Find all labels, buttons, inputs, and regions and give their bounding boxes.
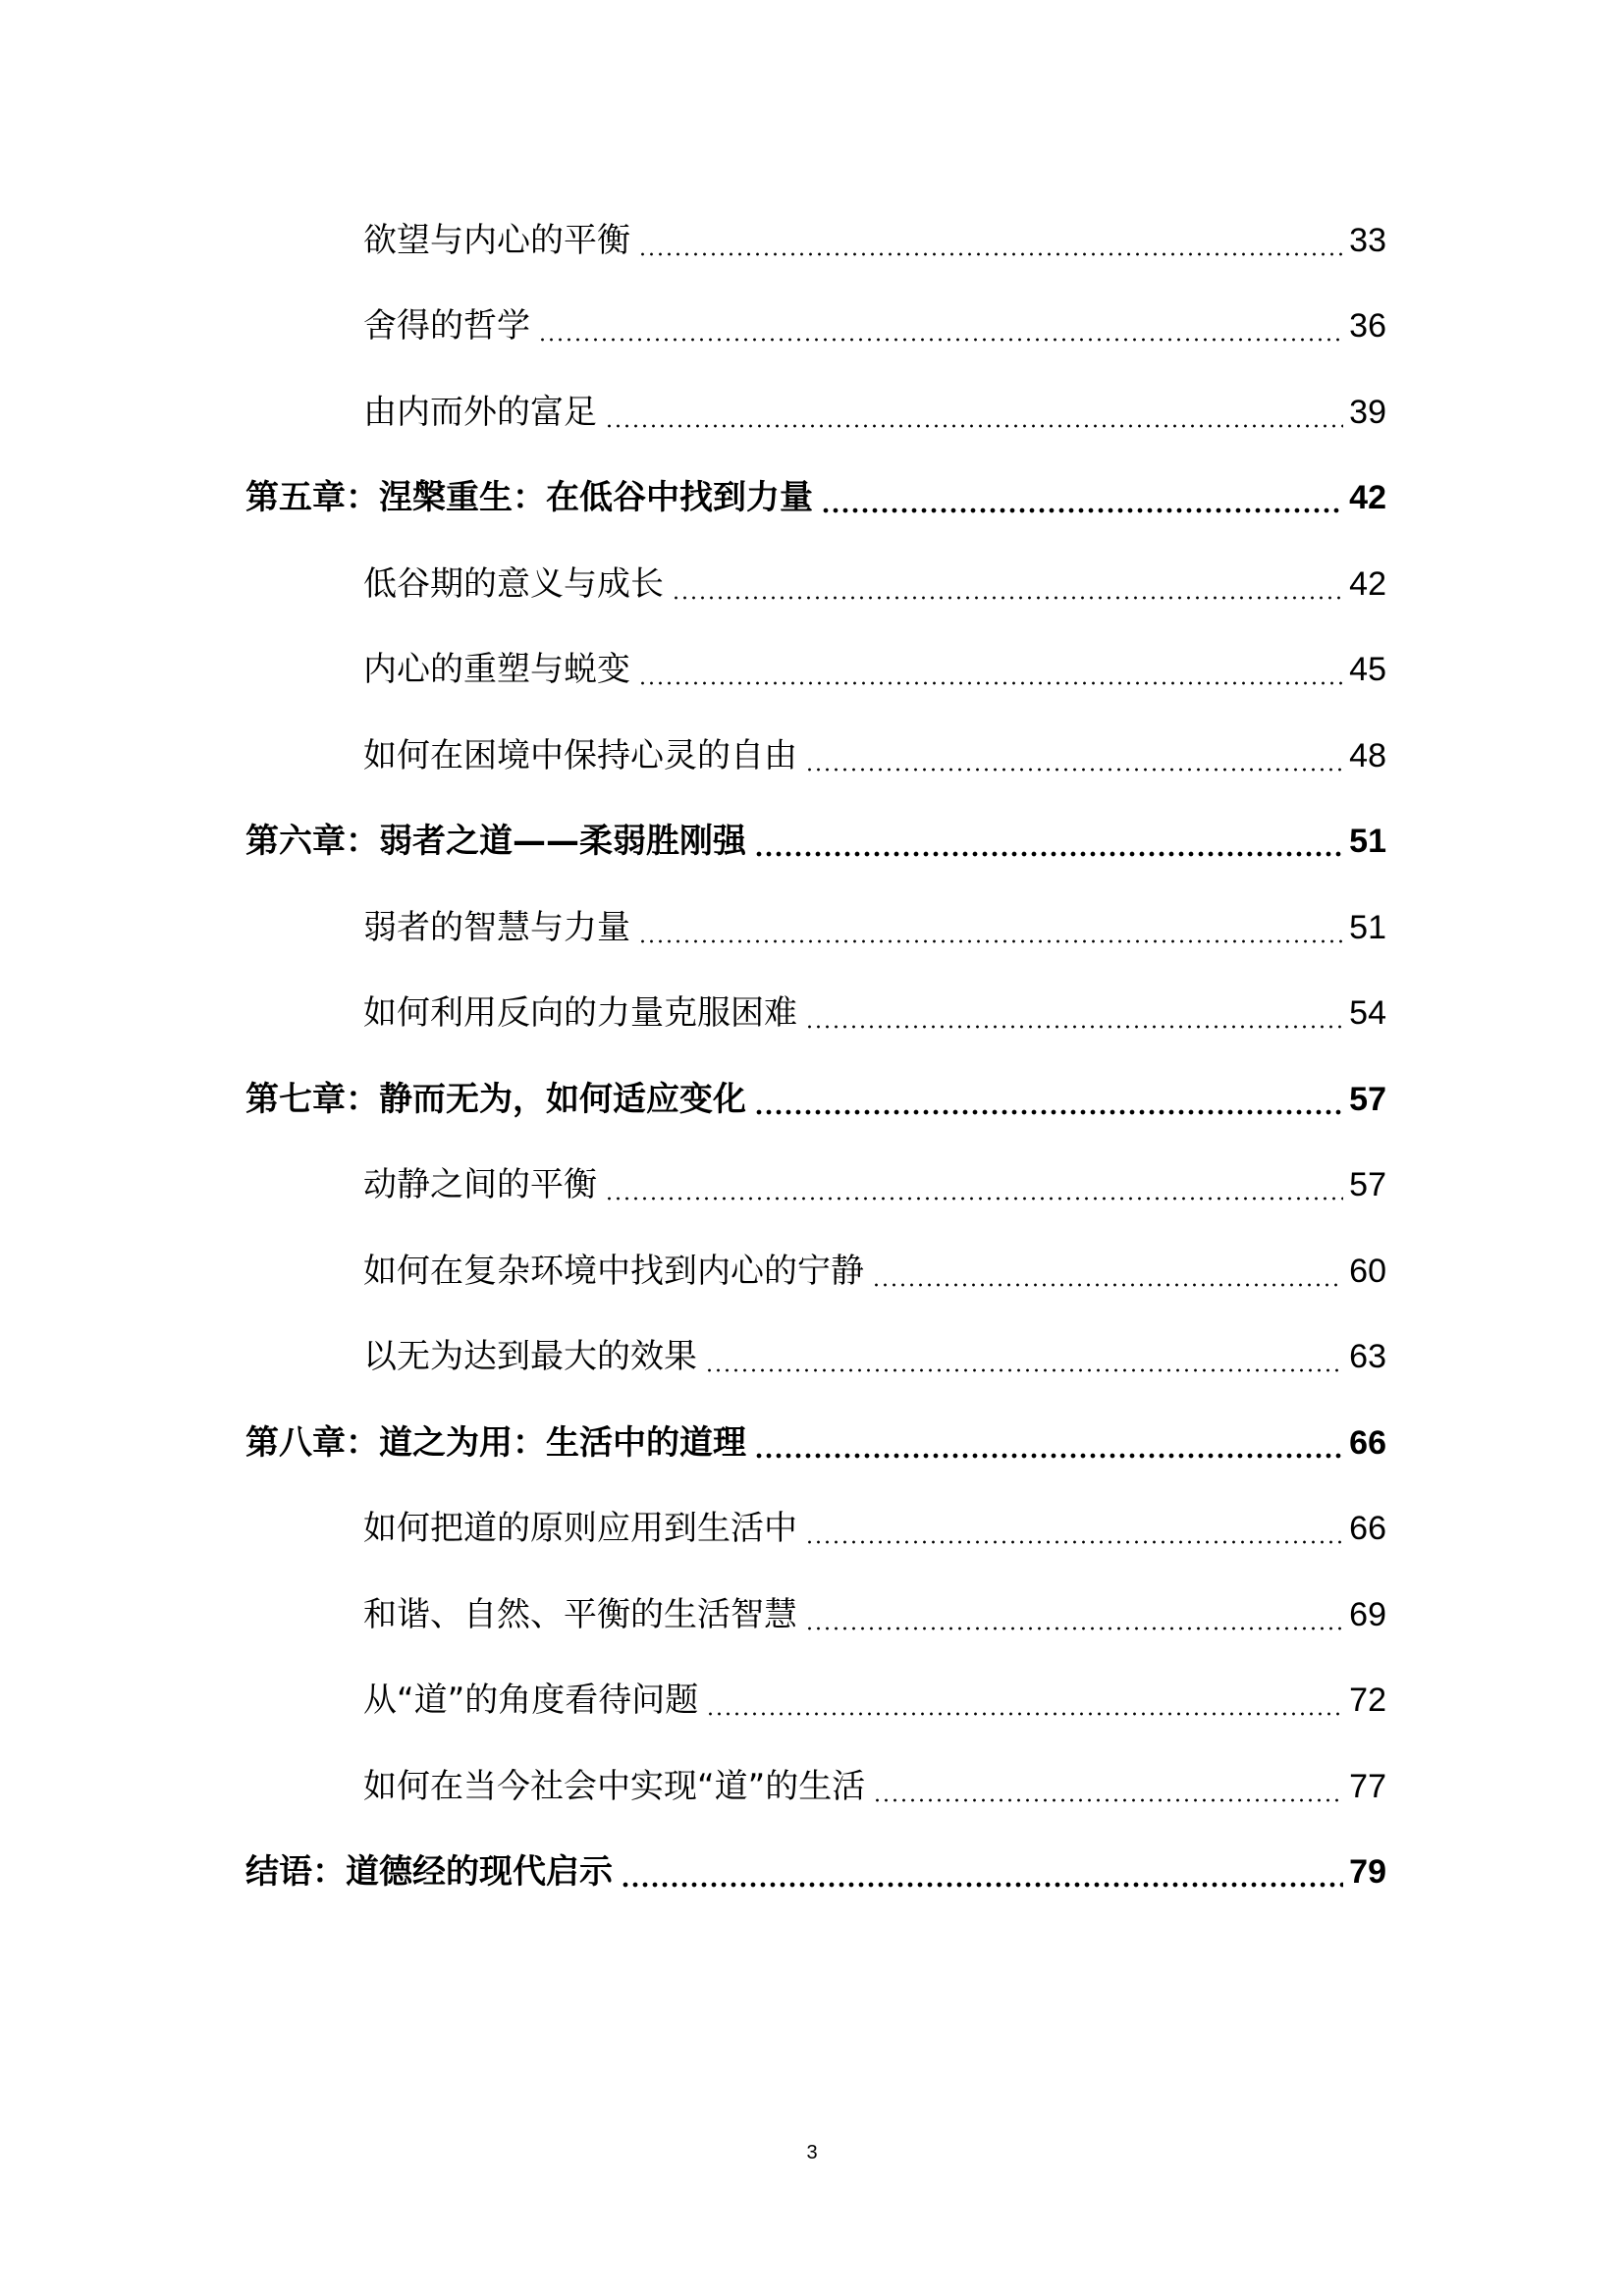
- toc-entry[interactable]: [363, 211, 1386, 270]
- toc-entry[interactable]: [363, 1585, 1386, 1644]
- toc-dot-leader: [638, 672, 1343, 686]
- toc-entry-title: 欲望与内心的平衡: [363, 221, 630, 260]
- toc-entry-page: 39: [1349, 394, 1386, 431]
- toc-entry-title: 如何在复杂环境中找到内心的宁静: [363, 1252, 864, 1291]
- toc-chapter-entry[interactable]: [245, 1070, 1386, 1129]
- toc-entry-title: 如何在困境中保持心灵的自由: [363, 736, 797, 775]
- toc-entry-title: 低谷期的意义与成长: [363, 564, 664, 604]
- toc-entry[interactable]: [363, 296, 1386, 355]
- toc-dot-leader: [605, 1188, 1343, 1201]
- toc-entry[interactable]: [363, 1499, 1386, 1558]
- toc-dot-leader: [638, 243, 1343, 257]
- toc-entry-page: 77: [1349, 1768, 1386, 1805]
- toc-entry-page: 51: [1349, 909, 1386, 946]
- toc-dot-leader: [805, 1016, 1343, 1030]
- toc-chapter-entry[interactable]: [245, 468, 1386, 527]
- toc-entry-title: 弱者的智慧与力量: [363, 908, 630, 947]
- toc-chapter-entry[interactable]: [245, 1414, 1386, 1472]
- toc-dot-leader: [754, 1102, 1343, 1116]
- toc-chapter-title: 第六章：弱者之道——柔弱胜刚强: [245, 822, 746, 861]
- toc-chapter-page: 79: [1349, 1853, 1386, 1891]
- toc-entry-page: 42: [1349, 565, 1386, 603]
- toc-entry-title: 内心的重塑与蜕变: [363, 650, 630, 689]
- toc-dot-leader: [872, 1274, 1343, 1288]
- toc-entry-page: 36: [1349, 307, 1386, 345]
- toc-entry-page: 45: [1349, 651, 1386, 688]
- toc-dot-leader: [805, 1618, 1343, 1631]
- toc-entry[interactable]: [363, 726, 1386, 785]
- toc-dot-leader: [621, 1875, 1343, 1889]
- toc-chapter-title: 第五章：涅槃重生：在低谷中找到力量: [245, 478, 813, 517]
- toc-entry-title: 动静之间的平衡: [363, 1165, 597, 1204]
- toc-chapter-page: 42: [1349, 479, 1386, 516]
- toc-entry-page: 63: [1349, 1338, 1386, 1375]
- toc-entry[interactable]: [363, 898, 1386, 957]
- toc-entry-page: 33: [1349, 222, 1386, 259]
- toc-entry[interactable]: [363, 984, 1386, 1042]
- toc-entry-page: 66: [1349, 1510, 1386, 1547]
- toc-entry[interactable]: [363, 1327, 1386, 1386]
- toc-entry-page: 72: [1349, 1682, 1386, 1719]
- toc-chapter-title: 第八章：道之为用：生活中的道理: [245, 1423, 746, 1463]
- toc-dot-leader: [873, 1789, 1343, 1803]
- toc-entry-page: 60: [1349, 1253, 1386, 1290]
- toc-entry-title: 和谐、自然、平衡的生活智慧: [363, 1595, 797, 1634]
- toc-entry[interactable]: [363, 555, 1386, 614]
- toc-entry-title: 如何把道的原则应用到生活中: [363, 1509, 797, 1548]
- toc-entry-title: 如何在当今社会中实现“道”的生活: [363, 1767, 866, 1806]
- toc-chapter-page: 57: [1349, 1081, 1386, 1118]
- toc-chapter-page: 51: [1349, 823, 1386, 860]
- toc-entry-title: 由内而外的富足: [363, 393, 597, 432]
- toc-dot-leader: [705, 1360, 1343, 1373]
- toc-entry[interactable]: [363, 1757, 1386, 1816]
- toc-chapter-title: 结语：道德经的现代启示: [245, 1852, 613, 1892]
- toc-entry[interactable]: [363, 1242, 1386, 1301]
- toc-entry-title: 如何利用反向的力量克服困难: [363, 993, 797, 1033]
- toc-dot-leader: [605, 415, 1343, 429]
- toc-entry-title: 从“道”的角度看待问题: [363, 1681, 699, 1720]
- toc-entry[interactable]: [363, 383, 1386, 442]
- toc-entry-page: 54: [1349, 994, 1386, 1032]
- toc-dot-leader: [672, 587, 1343, 601]
- toc-chapter-page: 66: [1349, 1424, 1386, 1462]
- toc-dot-leader: [638, 931, 1343, 944]
- toc-entry-page: 48: [1349, 737, 1386, 774]
- toc-dot-leader: [754, 844, 1343, 858]
- toc-dot-leader: [538, 329, 1343, 343]
- toc-chapter-title: 第七章：静而无为，如何适应变化: [245, 1080, 746, 1119]
- toc-entry[interactable]: [363, 640, 1386, 699]
- toc-dot-leader: [706, 1703, 1343, 1717]
- toc-entry[interactable]: [363, 1671, 1386, 1730]
- toc-dot-leader: [805, 1531, 1343, 1545]
- toc-dot-leader: [805, 759, 1343, 773]
- toc-dot-leader: [821, 501, 1343, 514]
- toc-entry-title: 以无为达到最大的效果: [363, 1337, 697, 1376]
- toc-dot-leader: [754, 1446, 1343, 1460]
- toc-chapter-entry[interactable]: [245, 1842, 1386, 1901]
- toc-entry-page: 69: [1349, 1596, 1386, 1633]
- toc-entry-page: 57: [1349, 1166, 1386, 1203]
- toc-chapter-entry[interactable]: [245, 812, 1386, 871]
- page-number: 3: [806, 2142, 818, 2163]
- toc-entry[interactable]: [363, 1155, 1386, 1214]
- toc-entry-title: 舍得的哲学: [363, 306, 530, 346]
